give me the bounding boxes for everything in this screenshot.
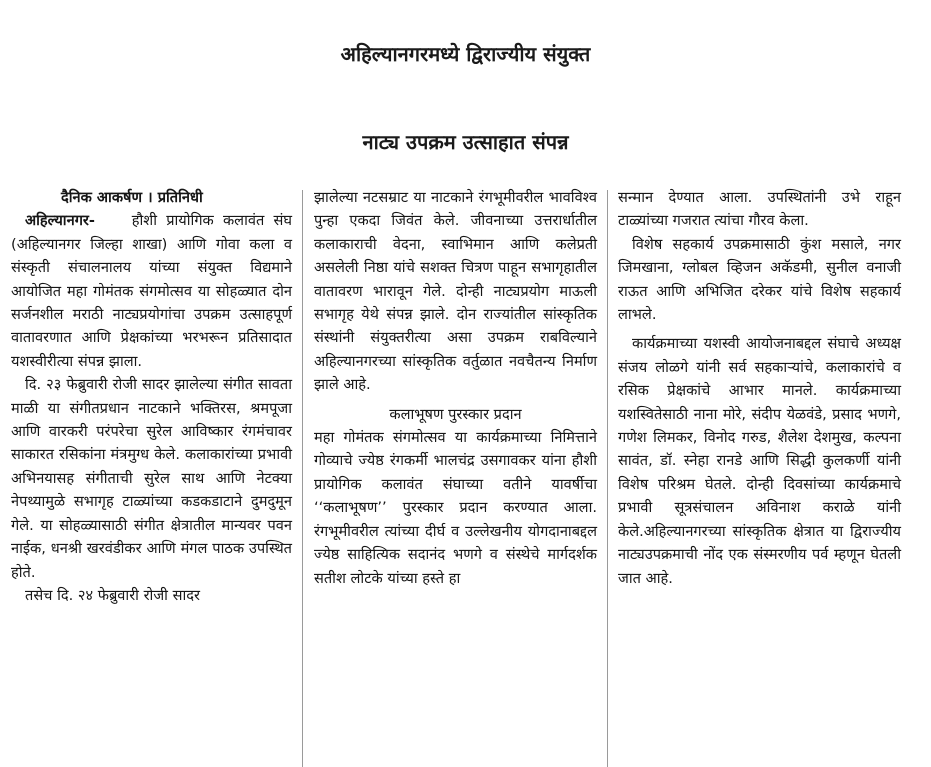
paragraph-text: हौशी प्रायोगिक कलावंत संघ (अहिल्यानगर जिल्हा शाखा) आणि गोवा कला व संस्कृती संचालनालय यांच्या संयुक्त विद्यमाने आयोजित महा गोमंतक संगमोत्सव या सोहळ्यात दोन सर्जनशील मराठी नाट्यप्रयोगांचा उपक्रम उत्साहपूर्ण वातावरणात आणि प्रेक्षकांच्या भरभरून प्रतिसादात यशस्वीरीत्या संपन्न झाला. xyxy=(11,212,292,370)
paragraph: तसेच दि. २४ फेब्रुवारी रोजी सादर xyxy=(25,586,200,604)
paragraph: महा गोमंतक संगमोत्सव या कार्यक्रमाच्या निमित्ताने गोव्याचे ज्येष्ठ रंगकर्मी भालचंद्र उसगावकर यांना हौशी प्रायोगिक कलावंत संघाच्या वतीने यावर्षीचा ‘‘कलाभूषण’’ पुरस्कार प्रदान करण्यात आला. रंगभूमीवरील त्यांच्या दीर्घ व उल्लेखनीय योगदानाबद्दल ज्येष्ठ साहित्यिक सदानंद भणगे व संस्थेचे मार्गदर्शक सतीश लोटके यांच्या हस्ते हा xyxy=(314,429,597,587)
paragraph xyxy=(11,209,292,373)
column-divider xyxy=(607,190,608,767)
headline-line-1: अहिल्यानगरमध्ये द्विराज्यीय संयुक्त xyxy=(340,42,591,66)
headline-line-2: नाट्य उपक्रम उत्साहात संपन्न xyxy=(362,130,569,154)
paragraph: दि. २३ फेब्रुवारी रोजी सादर झालेल्या संगीत सावता माळी या संगीतप्रधान नाटकाने भक्तिरस, श्रमपूजा आणि वारकरी परंपरेचा सुरेल आविष्कार रंगमंचावर साकारत रसिकांना मंत्रमुग्ध केले. कलाकारांच्या प्रभावी अभिनयासह संगीताची सुरेल साथ आणि नेटक्या नेपथ्यामुळे सभागृह टाळ्यांच्या कडकडाटाने दुमदुमून गेले. या सोहळ्यासाठी संगीत क्षेत्रातील मान्यवर पवन नाईक, धनश्री खरवंडीकर आणि मंगल पाठक उपस्थित होते. xyxy=(11,376,292,581)
article-column-3 xyxy=(618,186,901,590)
dateline-place: अहिल्यानगर- xyxy=(25,212,95,230)
column-divider xyxy=(302,190,303,767)
paragraph: झालेल्या नटसम्राट या नाटकाने रंगभूमीवरील भावविश्व पुन्हा एकदा जिवंत केले. जीवनाच्या उत्तरार्धातील कलाकाराची वेदना, स्वाभिमान आणि कलेप्रती असलेली निष्ठा यांचे सशक्त चित्रण पाहून सभागृहातील वातावरण भारावून गेले. दोन्ही नाट्यप्रयोग माऊली सभागृह येथे संपन्न झाले. दोन राज्यांतील सांस्कृतिक संस्थांनी संयुक्तरीत्या असा उपक्रम राबविल्याने अहिल्यानगरच्या सांस्कृतिक वर्तुळात नवचैतन्य निर्माण झाले आहे. xyxy=(314,189,597,394)
paragraph: सन्मान देण्यात आला. उपस्थितांनी उभे राहून टाळ्यांच्या गजरात त्यांचा गौरव केला. xyxy=(618,189,901,230)
subheading: कलाभूषण पुरस्कार प्रदान xyxy=(389,405,522,423)
article-column-2 xyxy=(314,186,597,590)
article-column-1 xyxy=(11,186,292,607)
paragraph: कार्यक्रमाच्या यशस्वी आयोजनाबद्दल संघाचे अध्यक्ष संजय लोळगे यांनी सर्व सहकाऱ्यांचे, कलाकारांचे व रसिक प्रेक्षकांचे आभार मानले. कार्यक्रमाच्या यशस्वितेसाठी नाना मोरे, संदीप येळवंडे, प्रसाद भणगे, गणेश लिमकर, विनोद गरुड, शैलेश देशमुख, कल्पना सावंत, डॉ. स्नेहा रानडे आणि सिद्धी कुलकर्णी यांनी विशेष परिश्रम घेतले. दोन्ही दिवसांच्या कार्यक्रमाचे प्रभावी सूत्रसंचालन अविनाश कराळे यांनी केले.अहिल्यानगरच्या सांस्कृतिक क्षेत्रात या द्विराज्यीय नाट्यउपक्रमाची नोंद एक संस्मरणीय पर्व म्हणून घेतली जात आहे. xyxy=(618,335,901,587)
byline: दैनिक आकर्षण । प्रतिनिधी xyxy=(61,189,203,206)
paragraph: विशेष सहकार्य उपक्रमासाठी कुंश मसाले, नगर जिमखाना, ग्लोबल व्हिजन अकॅडमी, सुनील वनाजी राऊत आणि अभिजित दरेकर यांचे विशेष सहकार्य लाभले. xyxy=(618,235,901,324)
